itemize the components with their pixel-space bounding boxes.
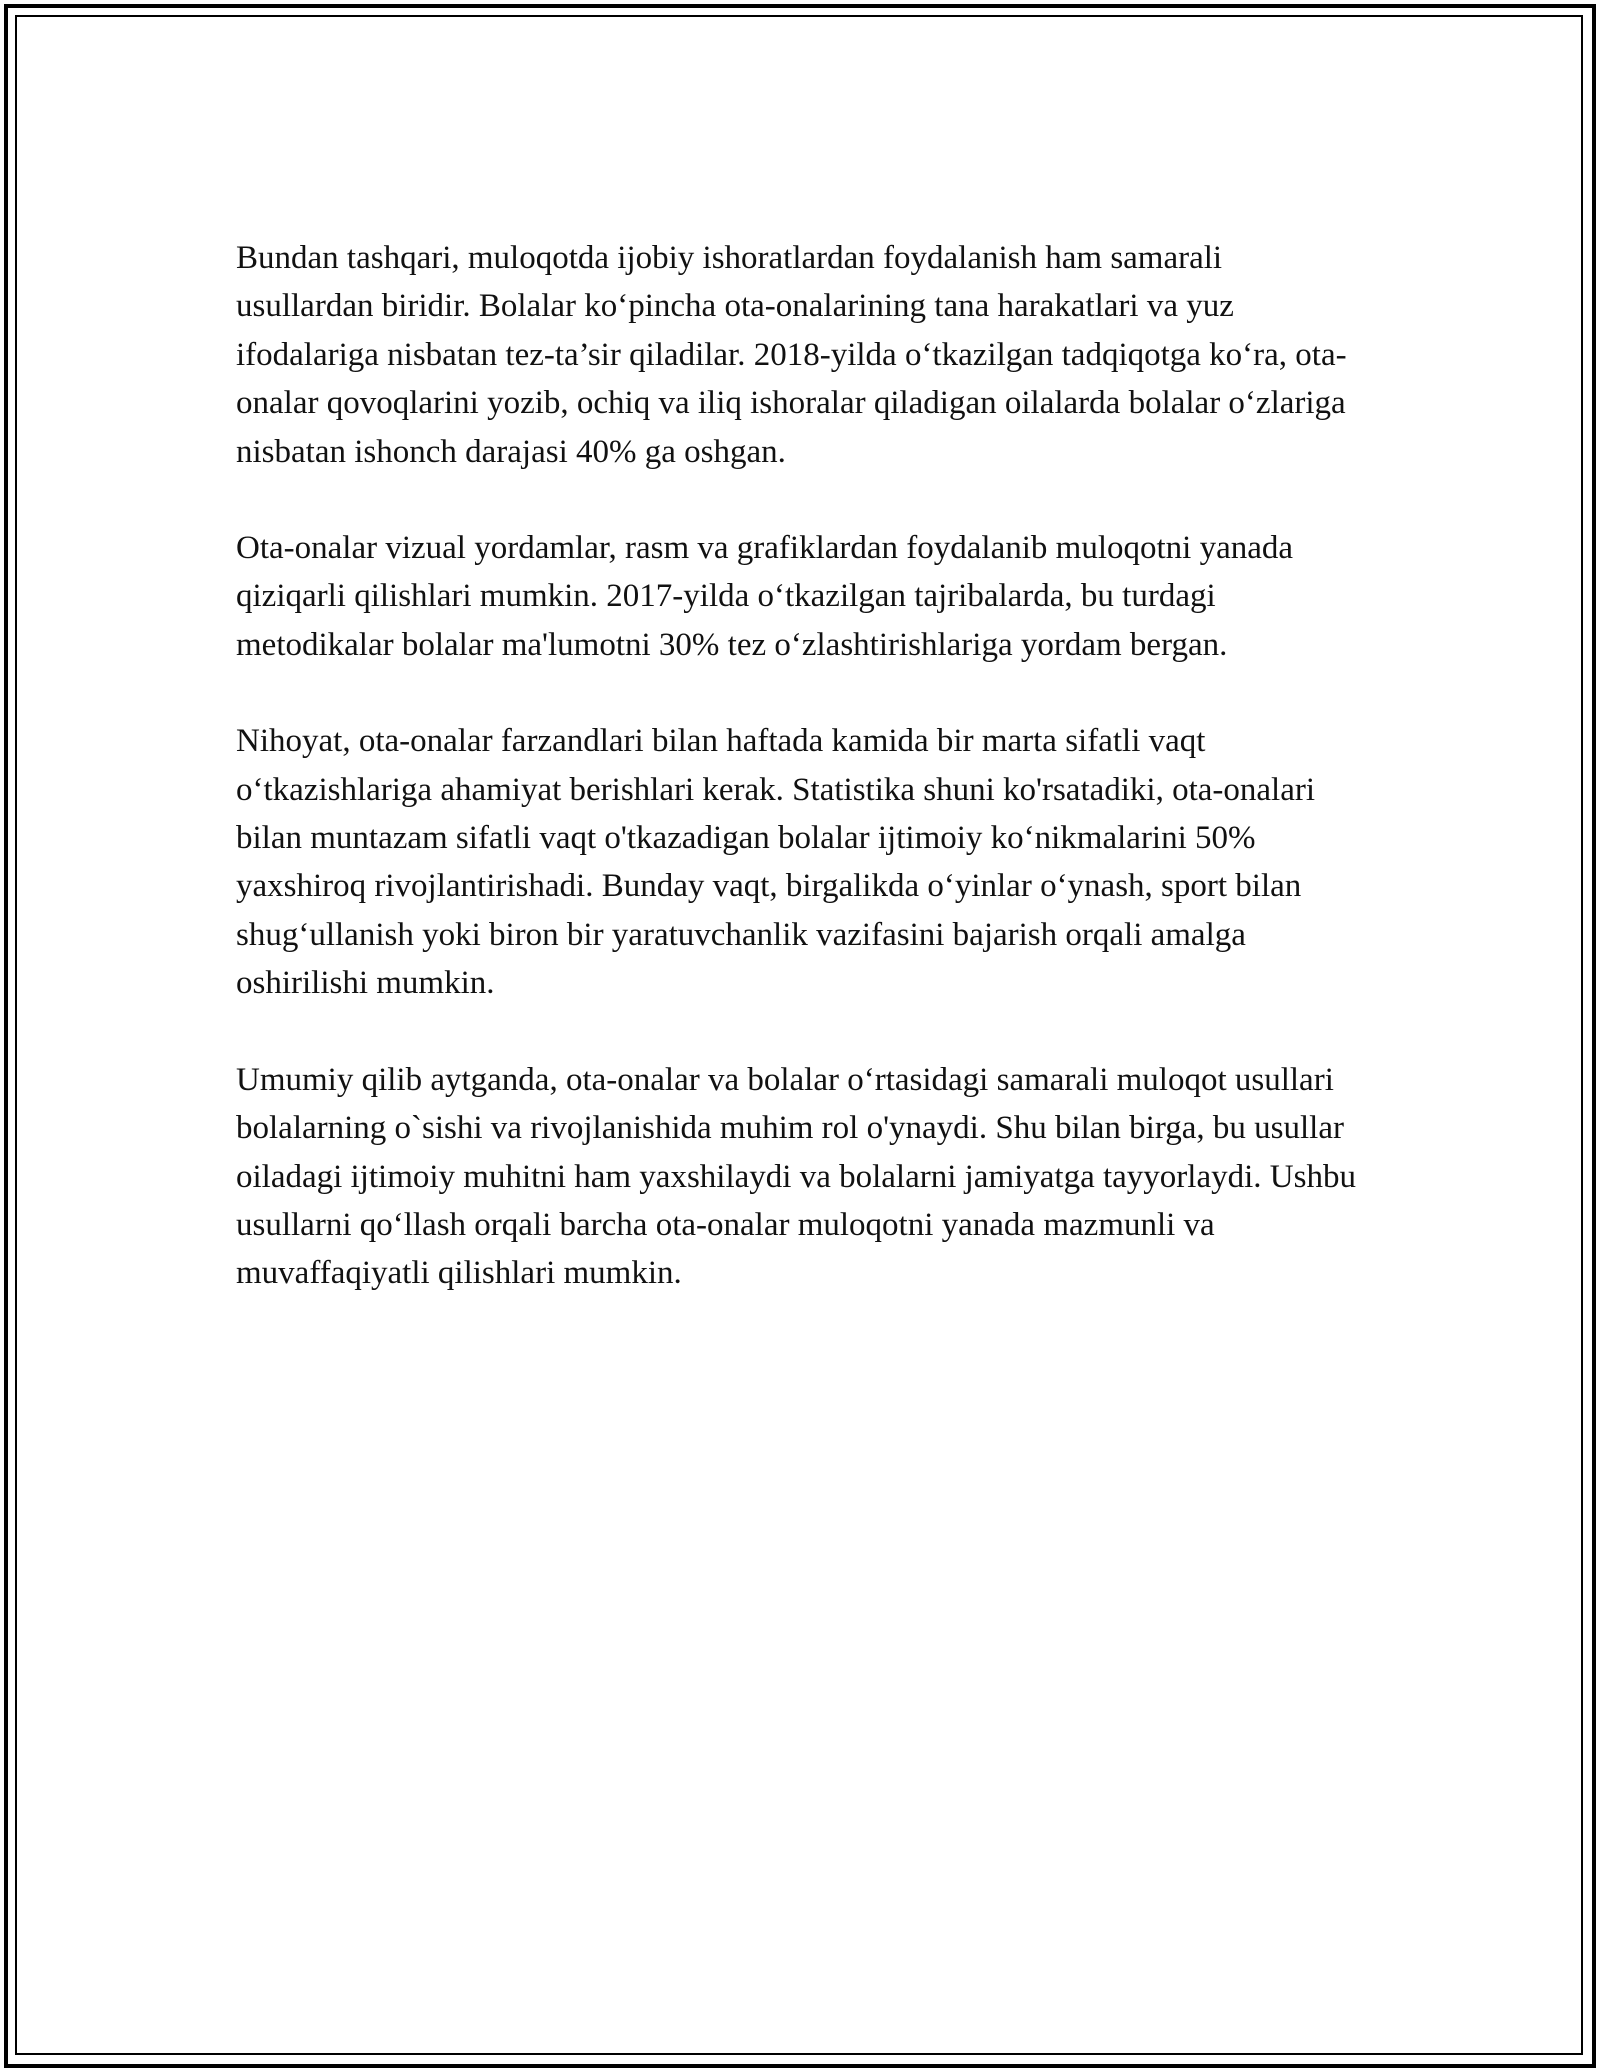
paragraph-4: Umumiy qilib aytganda, ota-onalar va bolalar o‘rtasidagi samarali muloqot usullari bolalarning o`sishi va rivojlanishida muhim rol o'ynaydi. Shu bilan birga, bu usullar oiladagi ijtimoiy muhitni ham yaxshilaydi va bolalarni jamiyatga tayyorlaydi. Ushbu usullarni qo‘llash orqali barcha ota-onalar muloqotni yanada mazmunli va muvaffaqiyatli qilishlari mumkin. xyxy=(236,1061,1356,1292)
paragraph-3: Nihoyat, ota-onalar farzandlari bilan haftada kamida bir marta sifatli vaqt o‘tkazishlariga ahamiyat berishlari kerak. Statistika shuni ko'rsatadiki, ota-onalari bilan muntazam sifatli vaqt o'tkazadigan bolalar ijtimoiy ko‘nikmalarini 50% yaxshiroq rivojlantirishadi. Bunday vaqt, birgalikda o‘yinlar o‘ynash, sport bilan shug‘ullanish yoki biron bir yaratuvchanlik vazifasini bajarish orqali amalga oshirilishi mumkin. xyxy=(236,723,1316,1002)
paragraph-1: Bundan tashqari, muloqotda ijobiy ishoratlardan foydalanish ham samarali usullardan biridir. Bolalar ko‘pincha ota-onalarining tana harakatlari va yuz ifodalariga nisbatan tez-ta’sir qiladilar. 2018-yilda o‘tkazilgan tadqiqotga ko‘ra, ota-onalar qovoqlarini yozib, ochiq va iliq ishoralar qiladigan oilalarda bolalar o‘zlariga nisbatan ishonch darajasi 40% ga oshgan. xyxy=(236,240,1347,470)
paragraph-2: Ota-onalar vizual yordamlar, rasm va grafiklardan foydalanib muloqotni yanada qiziqarli qilishlari mumkin. 2017-yilda o‘tkazilgan tajribalarda, bu turdagi metodikalar bolalar ma'lumotni 30% tez o‘zlashtirishlariga yordam bergan. xyxy=(236,530,1294,663)
document-body xyxy=(236,234,1366,1346)
